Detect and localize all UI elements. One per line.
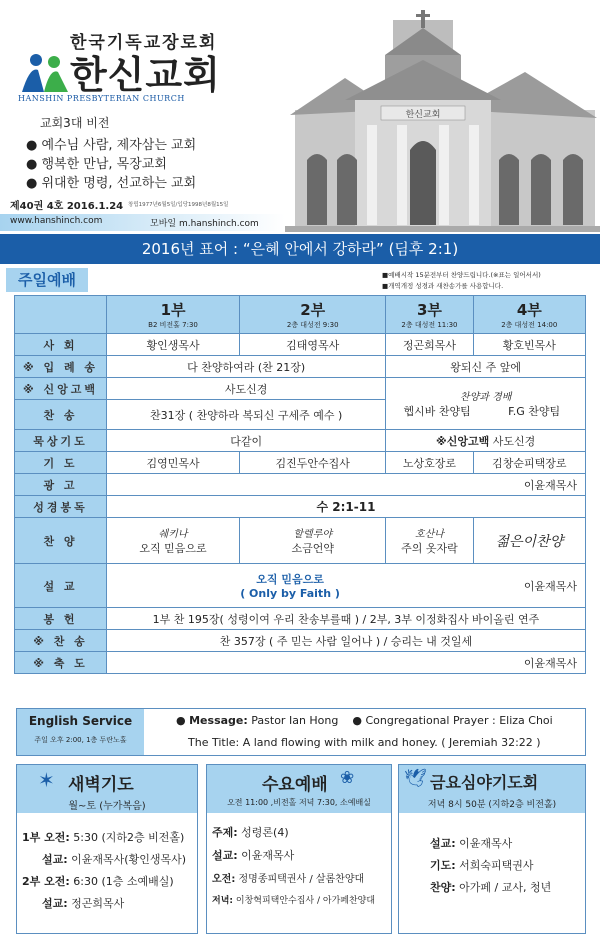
wednesday-line <box>212 824 388 840</box>
row-label-hymn: 찬 송 <box>15 400 107 430</box>
service-place: 2층 대성전 14:00 <box>501 321 558 329</box>
sermon-title-cell <box>107 564 474 608</box>
row-label-praise: 찬 양 <box>15 518 107 564</box>
vision-item: ● 예수님 사람, 제자삼는 교회 <box>26 138 197 153</box>
choir-name: 할렐루야 <box>293 529 333 540</box>
table-cell <box>473 518 585 564</box>
website-bar <box>0 214 285 231</box>
worship-order-table <box>14 295 586 674</box>
table-row <box>15 430 586 452</box>
sermon-preacher: 이윤재목사 <box>473 564 585 608</box>
row-label-closing-hymn: ※ 찬 송 <box>15 630 107 652</box>
table-row <box>15 630 586 652</box>
table-cell: 다 찬양하여라 (찬 21장) <box>107 356 386 378</box>
vision-title: 교회3대 비전 <box>40 116 110 130</box>
line-value: 성령론(4) <box>241 826 289 839</box>
vision-text: 예수님 사람, 제자삼는 교회 <box>41 138 197 153</box>
line-label: 1부 오전: <box>22 831 70 844</box>
service-place: B2 비전홀 7:30 <box>148 321 198 329</box>
table-cell: 찬31장 ( 찬양하라 복되신 구세주 예수 ) <box>107 400 386 430</box>
dawn-prayer-sub: 월~토 (누가복음) <box>68 801 146 812</box>
table-cell: 이윤재목사 <box>107 474 586 496</box>
message-label: Message: <box>189 714 248 727</box>
table-row <box>15 652 586 674</box>
table-row <box>15 378 586 400</box>
song-title: 소금언약 <box>291 542 334 555</box>
line-label: 설교: <box>430 837 456 850</box>
friday-line <box>430 879 551 895</box>
line-value: 5:30 (지하2층 비전홀) <box>73 831 185 844</box>
founding-info: 창립1977년6월5일/입당1998년8월15일 <box>128 202 229 208</box>
table-cell <box>240 518 386 564</box>
table-cell: 김태영목사 <box>240 334 386 356</box>
table-cell: 김영민목사 <box>107 452 240 474</box>
english-service-theme: The Title: A land flowing with milk and honey. ( Jeremiah 32:22 ) <box>188 736 541 749</box>
line-value: 정명종피택권사 / 살롬찬양대 <box>238 874 365 885</box>
wednesday-worship-sub: 오전 11:00 ,비전홀 저녁 7:30, 소예배실 <box>227 798 371 807</box>
service-name: 4부 <box>516 301 542 319</box>
wednesday-line <box>212 893 390 906</box>
table-cell <box>107 518 240 564</box>
flower-icon: ❀ <box>340 768 355 788</box>
table-row <box>15 474 586 496</box>
line-value: 아가페 / 교사, 청년 <box>459 881 552 894</box>
song-title: 오직 믿음으로 <box>139 542 207 555</box>
line-label: 설교: <box>212 849 238 862</box>
service-3-header <box>386 296 473 334</box>
church-name-english: HANSHIN PRESBYTERIAN CHURCH <box>18 94 185 103</box>
prayer-leader: Eliza Choi <box>499 714 553 727</box>
service-4-header <box>473 296 585 334</box>
table-cell: 김진두안수집사 <box>240 452 386 474</box>
table-cell: 다같이 <box>107 430 386 452</box>
table-row <box>15 452 586 474</box>
line-label: 저녁: <box>212 896 233 906</box>
table-cell: 수 2:1-11 <box>107 496 586 518</box>
building-sign-text: 한신교회 <box>405 110 441 120</box>
row-label-announcement: 광 고 <box>15 474 107 496</box>
table-cell: 이윤재목사 <box>107 652 586 674</box>
mobile-website-link[interactable]: 모바일 m.hanshinch.com <box>150 219 259 229</box>
creed-label: ※신앙고백 <box>436 434 490 448</box>
website-link[interactable]: www.hanshinch.com <box>10 216 103 226</box>
line-label: 설교: <box>42 853 68 866</box>
line-value: 정곤희목사 <box>71 897 125 910</box>
dawn-prayer-title: 새벽기도 <box>68 775 134 795</box>
service-name: 1부 <box>160 301 186 319</box>
line-label: 찬양: <box>430 881 456 894</box>
choir-name: 쉐키나 <box>158 529 188 540</box>
line-value: 이창혁피택안수집사 / 아가페찬양대 <box>235 896 376 906</box>
dawn-line <box>22 873 194 889</box>
table-row <box>15 608 586 630</box>
dawn-line <box>22 829 194 845</box>
line-label: 오전: <box>212 874 236 885</box>
line-value: 서희숙피택권사 <box>459 859 534 872</box>
english-service-message: ● Message: Pastor Ian Hong ● Congregational Prayer : Eliza Choi <box>176 714 553 727</box>
line-value: 이윤재목사 <box>459 837 513 850</box>
service-header-row <box>15 296 586 334</box>
service-name: 2부 <box>300 301 326 319</box>
worship-note: ■예배시작 15분전부터 찬양드립니다.(※표는 일어서서) <box>382 271 541 279</box>
sermon-title-english: ( Only by Faith ) <box>240 587 340 600</box>
corner-cell <box>15 296 107 334</box>
row-label-host: 사 회 <box>15 334 107 356</box>
row-label-sermon: 설 교 <box>15 564 107 608</box>
row-label-benediction: ※ 축 도 <box>15 652 107 674</box>
line-label: 주제: <box>212 826 238 839</box>
friday-line <box>430 835 512 851</box>
worship-note: ■개역개정 성경과 새찬송가를 사용합니다. <box>382 282 504 290</box>
line-label: 기도: <box>430 859 456 872</box>
vision-item: ● 위대한 명령, 선교하는 교회 <box>26 176 197 191</box>
friday-prayer-sub: 저녁 8시 50분 (지하2층 비전홀) <box>427 800 557 810</box>
church-building-illustration <box>285 0 600 232</box>
line-label: 2부 오전: <box>22 875 70 888</box>
wednesday-line <box>212 870 388 885</box>
dawn-line <box>42 895 196 911</box>
issue-number: 제40권 4호 2016.1.24 <box>10 201 124 212</box>
sermon-title: 오직 믿음으로 <box>256 573 324 586</box>
table-cell: 노상호장로 <box>386 452 473 474</box>
table-row <box>15 496 586 518</box>
english-service-time: 주일 오후 2:00, 1층 두란노홀 <box>34 736 127 744</box>
table-row <box>15 334 586 356</box>
song-title: 주의 옷자락 <box>401 542 458 555</box>
wednesday-line <box>212 847 388 863</box>
vision-item: ● 행복한 만남, 목장교회 <box>26 157 167 172</box>
table-row <box>15 518 586 564</box>
table-cell: 왕되신 주 앞에 <box>386 356 586 378</box>
table-cell: 1부 찬 195장( 성령이여 우리 찬송부를때 ) / 2부, 3부 이정화집사 바이올린 연주 <box>107 608 586 630</box>
church-name: 한신교회 <box>70 53 221 97</box>
prayer-label: Congregational Prayer : <box>365 714 496 727</box>
table-cell: 황인생목사 <box>107 334 240 356</box>
friday-line <box>430 857 534 873</box>
table-cell <box>386 430 586 452</box>
row-label-reading: 성경봉독 <box>15 496 107 518</box>
vision-text: 위대한 명령, 선교하는 교회 <box>41 176 197 191</box>
praise-team-2: F.G 찬양팀 <box>508 405 561 418</box>
table-cell: 사도신경 <box>107 378 386 400</box>
sunday-worship-title: 주일예배 <box>6 268 88 292</box>
english-service-title: English Service <box>28 714 133 728</box>
table-cell: 황호빈목사 <box>473 334 585 356</box>
table-cell: 김창순피택장로 <box>473 452 585 474</box>
yearly-motto: 2016년 표어 : “은혜 안에서 강하라” (딤후 2:1) <box>0 234 600 264</box>
service-place: 2층 대성전 9:30 <box>286 321 339 329</box>
dawn-line <box>42 851 196 867</box>
choir-name: 젊은이찬양 <box>495 533 564 550</box>
row-label-offering: 봉 헌 <box>15 608 107 630</box>
row-label-creed: ※ 신앙고백 <box>15 378 107 400</box>
service-name: 3부 <box>416 301 442 319</box>
service-2-header <box>240 296 386 334</box>
service-place: 2층 대성전 11:30 <box>401 321 458 329</box>
table-cell <box>386 518 473 564</box>
praise-team-1: 헵시바 찬양팀 <box>403 405 471 418</box>
friday-prayer-title: 금요심야기도회 <box>430 773 539 792</box>
row-label-meditation: 묵상기도 <box>15 430 107 452</box>
table-row <box>15 564 586 608</box>
line-value: 이윤재목사(황인생목사) <box>71 853 186 866</box>
service-1-header <box>107 296 240 334</box>
line-label: 설교: <box>42 897 68 910</box>
wednesday-worship-title: 수요예배 <box>262 775 328 795</box>
line-value: 6:30 (1층 소예배실) <box>73 875 174 888</box>
denomination-name: 한국기독교장로회 <box>70 33 218 53</box>
creed-value: 사도신경 <box>492 434 536 448</box>
table-cell: 정곤희목사 <box>386 334 473 356</box>
row-label-entrance: ※ 입 례 송 <box>15 356 107 378</box>
table-row <box>15 356 586 378</box>
table-cell: 찬 357장 ( 주 믿는 사람 일어나 ) / 승리는 내 것일세 <box>107 630 586 652</box>
praise-worship-title: 찬양과 경배 <box>459 392 512 403</box>
vision-text: 행복한 만남, 목장교회 <box>41 157 167 172</box>
church-logo-icon <box>16 52 70 92</box>
star-icon: ✶ <box>38 768 55 792</box>
praise-worship-cell <box>386 378 586 430</box>
bird-icon: 🕊 <box>404 768 427 789</box>
choir-name: 호산나 <box>414 529 444 540</box>
row-label-prayer: 기 도 <box>15 452 107 474</box>
line-value: 이윤재목사 <box>241 849 295 862</box>
message-speaker: Pastor Ian Hong <box>251 714 339 727</box>
